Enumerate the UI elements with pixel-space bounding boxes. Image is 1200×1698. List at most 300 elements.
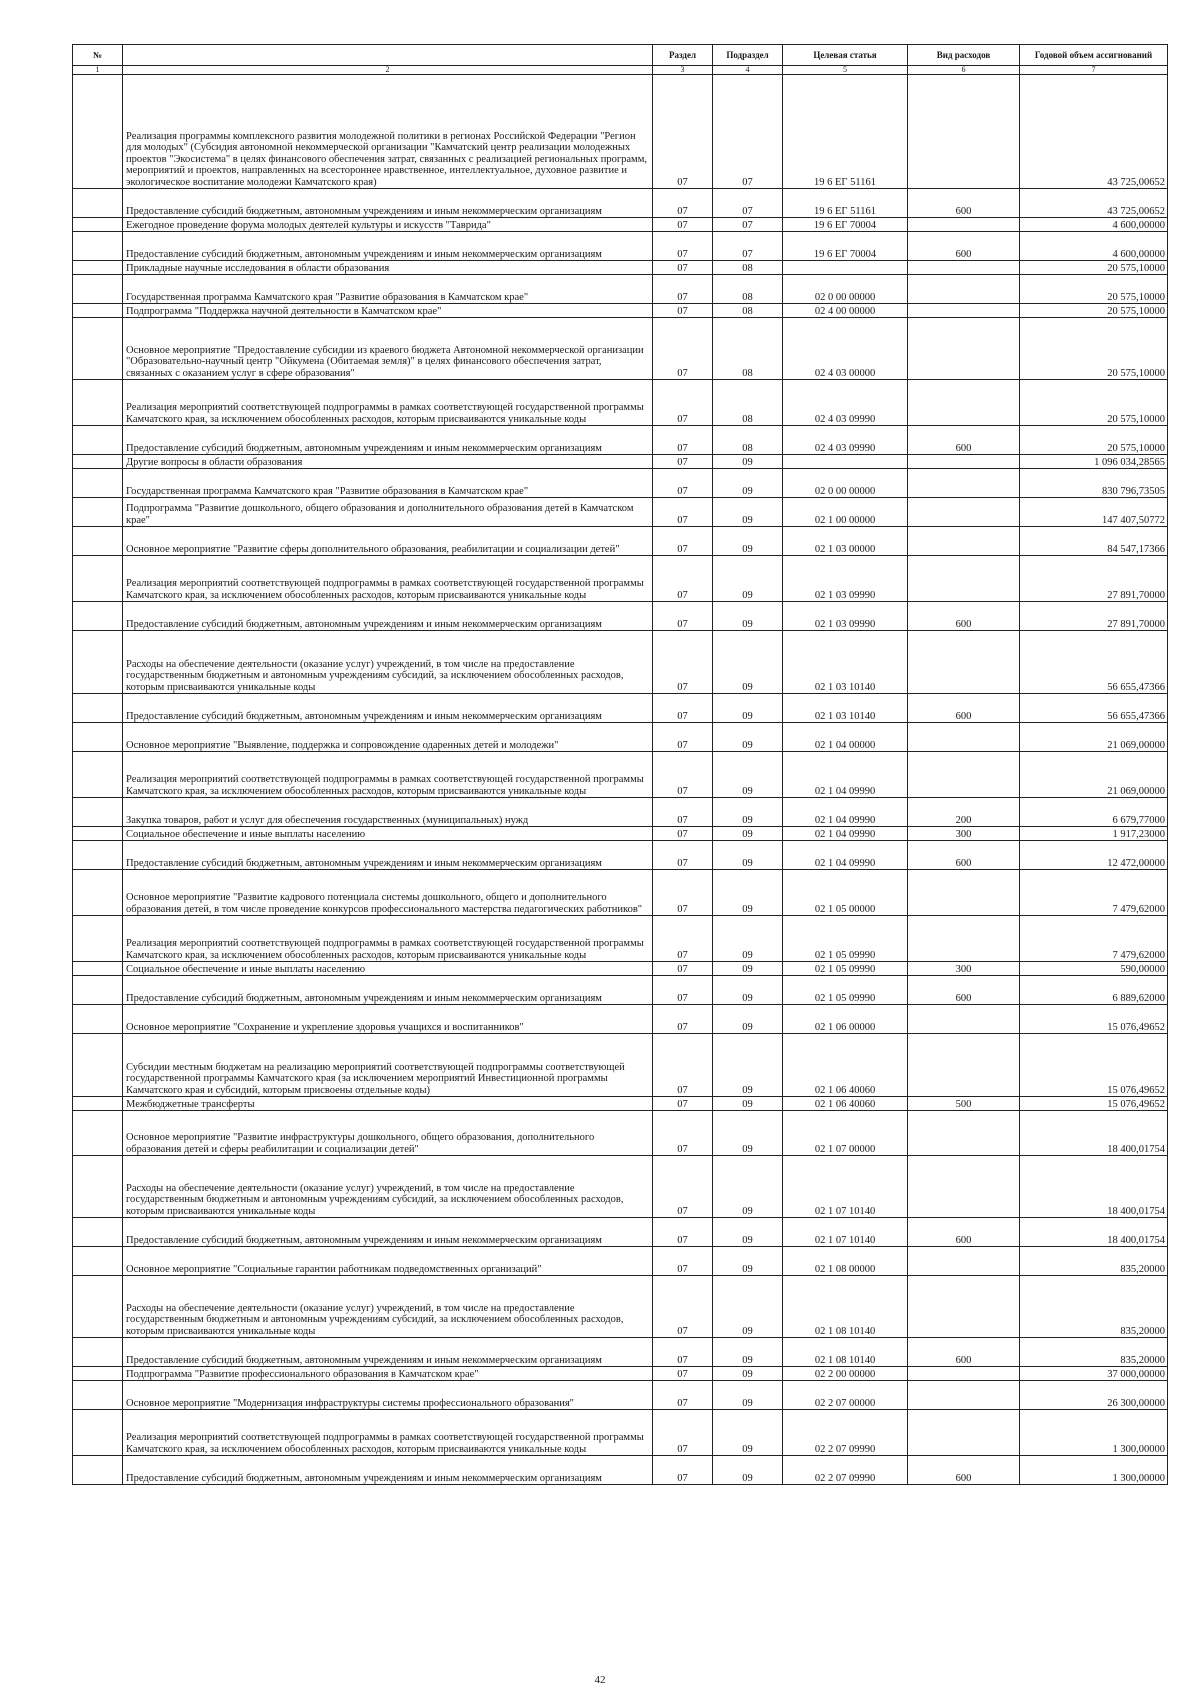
row-expense-type-cell xyxy=(908,1005,1020,1034)
row-name-cell: Социальное обеспечение и иные выплаты населению xyxy=(123,962,653,976)
row-name-cell: Подпрограмма "Развитие профессионального образования в Камчатском крае" xyxy=(123,1367,653,1381)
table-row xyxy=(73,318,1168,380)
table-row xyxy=(73,1338,1168,1367)
row-target-article-cell: 19 6 ЕГ 70004 xyxy=(783,232,908,261)
row-expense-type-cell: 600 xyxy=(908,426,1020,455)
header-annual-volume: Годовой объем ассигнований xyxy=(1020,45,1168,66)
row-razdel-cell: 07 xyxy=(653,1410,713,1456)
row-podrazdel-cell: 08 xyxy=(713,318,783,380)
row-target-article-cell xyxy=(783,455,908,469)
header-name xyxy=(123,45,653,66)
row-name-cell: Закупка товаров, работ и услуг для обеспечения государственных (муниципальных) нужд xyxy=(123,798,653,827)
row-podrazdel-cell: 07 xyxy=(713,232,783,261)
table-body xyxy=(73,75,1168,1485)
row-number-cell xyxy=(73,304,123,318)
row-amount-cell: 15 076,49652 xyxy=(1020,1005,1168,1034)
row-amount-cell: 20 575,10000 xyxy=(1020,275,1168,304)
row-name-cell: Расходы на обеспечение деятельности (оказание услуг) учреждений, в том числе на предоставление государственным бюджетным и автономным учреждениям субсидий, за исключением обособленных расходов, которым присваиваются уникальные коды xyxy=(123,631,653,694)
table-row xyxy=(73,1276,1168,1338)
row-razdel-cell: 07 xyxy=(653,602,713,631)
header-number: № xyxy=(73,45,123,66)
table-row xyxy=(73,189,1168,218)
row-podrazdel-cell: 08 xyxy=(713,426,783,455)
row-number-cell xyxy=(73,380,123,426)
row-target-article-cell: 02 1 03 10140 xyxy=(783,694,908,723)
row-target-article-cell: 19 6 ЕГ 70004 xyxy=(783,218,908,232)
row-target-article-cell: 02 1 06 40060 xyxy=(783,1097,908,1111)
row-name-cell: Предоставление субсидий бюджетным, автономным учреждениям и иным некоммерческим организациям xyxy=(123,189,653,218)
row-podrazdel-cell: 09 xyxy=(713,694,783,723)
row-expense-type-cell: 200 xyxy=(908,798,1020,827)
page-number: 42 xyxy=(594,1674,606,1686)
row-expense-type-cell: 600 xyxy=(908,602,1020,631)
row-podrazdel-cell: 09 xyxy=(713,1456,783,1485)
row-podrazdel-cell: 07 xyxy=(713,75,783,189)
row-target-article-cell: 02 2 07 00000 xyxy=(783,1381,908,1410)
row-amount-cell: 835,20000 xyxy=(1020,1247,1168,1276)
row-number-cell xyxy=(73,1367,123,1381)
row-name-cell: Реализация мероприятий соответствующей подпрограммы в рамках соответствующей государственной программы Камчатского края, за исключением обособленных расходов, которым присваиваются уникальные коды xyxy=(123,556,653,602)
row-number-cell xyxy=(73,752,123,798)
row-name-cell: Государственная программа Камчатского края "Развитие образования в Камчатском крае" xyxy=(123,275,653,304)
row-target-article-cell: 02 0 00 00000 xyxy=(783,469,908,498)
table-row xyxy=(73,1111,1168,1156)
row-razdel-cell: 07 xyxy=(653,827,713,841)
row-number-cell xyxy=(73,976,123,1005)
row-podrazdel-cell: 09 xyxy=(713,870,783,916)
row-amount-cell: 20 575,10000 xyxy=(1020,380,1168,426)
row-podrazdel-cell: 09 xyxy=(713,752,783,798)
row-number-cell xyxy=(73,498,123,527)
row-razdel-cell: 07 xyxy=(653,275,713,304)
table-row xyxy=(73,455,1168,469)
header-podrazdel: Подраздел xyxy=(713,45,783,66)
table-row xyxy=(73,426,1168,455)
row-target-article-cell: 02 4 00 00000 xyxy=(783,304,908,318)
row-target-article-cell: 02 1 08 10140 xyxy=(783,1338,908,1367)
row-name-cell: Реализация программы комплексного развития молодежной политики в регионах Российской Федерации "Регион для молодых" (Субсидия автономной некоммерческой организации "Камчатский центр реализации молодежных проектов "Экосистема" в целях финансового обеспечения затрат, связанных с реализацией региональных программ, мероприятий и проектов, направленных на всестороннее нравственное, интеллектуальное, духовное развитие и экологическое воспитание молодежи Камчатского края) xyxy=(123,75,653,189)
row-expense-type-cell xyxy=(908,870,1020,916)
table-row xyxy=(73,841,1168,870)
row-podrazdel-cell: 09 xyxy=(713,527,783,556)
row-amount-cell: 21 069,00000 xyxy=(1020,723,1168,752)
row-target-article-cell: 02 1 04 09990 xyxy=(783,841,908,870)
row-target-article-cell: 02 1 05 00000 xyxy=(783,870,908,916)
row-expense-type-cell: 600 xyxy=(908,1456,1020,1485)
table-row xyxy=(73,261,1168,275)
row-podrazdel-cell: 09 xyxy=(713,1111,783,1156)
row-razdel-cell: 07 xyxy=(653,841,713,870)
row-amount-cell: 1 096 034,28565 xyxy=(1020,455,1168,469)
row-number-cell xyxy=(73,841,123,870)
row-razdel-cell: 07 xyxy=(653,976,713,1005)
row-podrazdel-cell: 09 xyxy=(713,916,783,962)
row-razdel-cell: 07 xyxy=(653,75,713,189)
row-amount-cell: 6 679,77000 xyxy=(1020,798,1168,827)
row-razdel-cell: 07 xyxy=(653,1338,713,1367)
table-row xyxy=(73,75,1168,189)
row-amount-cell: 27 891,70000 xyxy=(1020,556,1168,602)
table-row xyxy=(73,1381,1168,1410)
row-name-cell: Основное мероприятие "Развитие сферы дополнительного образования, реабилитации и социализации детей" xyxy=(123,527,653,556)
header-razdel: Раздел xyxy=(653,45,713,66)
col-number-2: 2 xyxy=(123,66,653,75)
row-amount-cell: 20 575,10000 xyxy=(1020,304,1168,318)
table-row xyxy=(73,723,1168,752)
row-podrazdel-cell: 09 xyxy=(713,631,783,694)
row-razdel-cell: 07 xyxy=(653,189,713,218)
row-expense-type-cell: 600 xyxy=(908,1218,1020,1247)
row-expense-type-cell xyxy=(908,1381,1020,1410)
row-razdel-cell: 07 xyxy=(653,916,713,962)
row-razdel-cell: 07 xyxy=(653,1034,713,1097)
row-expense-type-cell xyxy=(908,469,1020,498)
row-podrazdel-cell: 09 xyxy=(713,1218,783,1247)
row-target-article-cell: 02 1 00 00000 xyxy=(783,498,908,527)
row-name-cell: Другие вопросы в области образования xyxy=(123,455,653,469)
row-name-cell: Предоставление субсидий бюджетным, автономным учреждениям и иным некоммерческим организациям xyxy=(123,1338,653,1367)
table-row xyxy=(73,1005,1168,1034)
table-row xyxy=(73,602,1168,631)
row-name-cell: Межбюджетные трансферты xyxy=(123,1097,653,1111)
row-target-article-cell: 02 4 03 09990 xyxy=(783,380,908,426)
row-name-cell: Прикладные научные исследования в области образования xyxy=(123,261,653,275)
row-podrazdel-cell: 09 xyxy=(713,723,783,752)
row-amount-cell: 7 479,62000 xyxy=(1020,916,1168,962)
row-number-cell xyxy=(73,602,123,631)
row-amount-cell: 20 575,10000 xyxy=(1020,261,1168,275)
row-expense-type-cell: 600 xyxy=(908,694,1020,723)
row-razdel-cell: 07 xyxy=(653,1097,713,1111)
table-row xyxy=(73,1156,1168,1218)
row-target-article-cell: 02 1 07 00000 xyxy=(783,1111,908,1156)
table-row xyxy=(73,1034,1168,1097)
row-razdel-cell: 07 xyxy=(653,426,713,455)
row-name-cell: Предоставление субсидий бюджетным, автономным учреждениям и иным некоммерческим организациям xyxy=(123,1456,653,1485)
row-expense-type-cell xyxy=(908,752,1020,798)
row-razdel-cell: 07 xyxy=(653,723,713,752)
row-expense-type-cell xyxy=(908,556,1020,602)
header-row xyxy=(73,45,1168,66)
row-razdel-cell: 07 xyxy=(653,870,713,916)
row-expense-type-cell xyxy=(908,1247,1020,1276)
row-number-cell xyxy=(73,318,123,380)
row-name-cell: Подпрограмма "Развитие дошкольного, общего образования и дополнительного образования детей в Камчатском крае" xyxy=(123,498,653,527)
row-amount-cell: 43 725,00652 xyxy=(1020,75,1168,189)
row-target-article-cell: 02 1 05 09990 xyxy=(783,976,908,1005)
row-expense-type-cell: 300 xyxy=(908,962,1020,976)
row-amount-cell: 15 076,49652 xyxy=(1020,1097,1168,1111)
row-expense-type-cell: 500 xyxy=(908,1097,1020,1111)
row-target-article-cell xyxy=(783,261,908,275)
row-razdel-cell: 07 xyxy=(653,318,713,380)
row-number-cell xyxy=(73,261,123,275)
row-name-cell: Предоставление субсидий бюджетным, автономным учреждениям и иным некоммерческим организациям xyxy=(123,1218,653,1247)
row-target-article-cell: 02 1 04 09990 xyxy=(783,752,908,798)
row-name-cell: Реализация мероприятий соответствующей подпрограммы в рамках соответствующей государственной программы Камчатского края, за исключением обособленных расходов, которым присваиваются уникальные коды xyxy=(123,916,653,962)
row-amount-cell: 84 547,17366 xyxy=(1020,527,1168,556)
row-podrazdel-cell: 09 xyxy=(713,976,783,1005)
row-name-cell: Предоставление субсидий бюджетным, автономным учреждениям и иным некоммерческим организациям xyxy=(123,232,653,261)
row-number-cell xyxy=(73,275,123,304)
table-row xyxy=(73,694,1168,723)
table-row xyxy=(73,232,1168,261)
row-podrazdel-cell: 07 xyxy=(713,189,783,218)
row-podrazdel-cell: 09 xyxy=(713,1276,783,1338)
row-number-cell xyxy=(73,527,123,556)
row-expense-type-cell xyxy=(908,218,1020,232)
row-target-article-cell: 02 4 03 00000 xyxy=(783,318,908,380)
row-amount-cell: 18 400,01754 xyxy=(1020,1156,1168,1218)
row-podrazdel-cell: 09 xyxy=(713,556,783,602)
row-razdel-cell: 07 xyxy=(653,455,713,469)
row-podrazdel-cell: 09 xyxy=(713,602,783,631)
row-name-cell: Субсидии местным бюджетам на реализацию мероприятий соответствующей подпрограммы соответствующей государственной программы Камчатского края (за исключением мероприятий Инвестиционной программы Камчатского края и субсидий, которым присвоены отдельные коды) xyxy=(123,1034,653,1097)
row-podrazdel-cell: 08 xyxy=(713,261,783,275)
row-expense-type-cell xyxy=(908,1111,1020,1156)
table-row xyxy=(73,962,1168,976)
row-amount-cell: 20 575,10000 xyxy=(1020,426,1168,455)
row-expense-type-cell xyxy=(908,527,1020,556)
row-number-cell xyxy=(73,1276,123,1338)
row-podrazdel-cell: 09 xyxy=(713,1367,783,1381)
row-razdel-cell: 07 xyxy=(653,752,713,798)
row-expense-type-cell xyxy=(908,1034,1020,1097)
header-expense-type: Вид расходов xyxy=(908,45,1020,66)
row-amount-cell: 12 472,00000 xyxy=(1020,841,1168,870)
row-amount-cell: 590,00000 xyxy=(1020,962,1168,976)
row-expense-type-cell: 600 xyxy=(908,189,1020,218)
row-razdel-cell: 07 xyxy=(653,1381,713,1410)
row-target-article-cell: 02 1 03 00000 xyxy=(783,527,908,556)
row-razdel-cell: 07 xyxy=(653,1367,713,1381)
row-razdel-cell: 07 xyxy=(653,304,713,318)
row-target-article-cell: 02 1 08 10140 xyxy=(783,1276,908,1338)
row-number-cell xyxy=(73,723,123,752)
row-expense-type-cell xyxy=(908,318,1020,380)
row-target-article-cell: 02 4 03 09990 xyxy=(783,426,908,455)
row-amount-cell: 4 600,00000 xyxy=(1020,232,1168,261)
row-number-cell xyxy=(73,75,123,189)
row-name-cell: Основное мероприятие "Предоставление субсидии из краевого бюджета Автономной некоммерческой организации "Образовательно-научный центр "Ойкумена (Обитаемая земля)" в целях финансового обеспечения затрат, связанных с оказанием услуг в сфере образования" xyxy=(123,318,653,380)
row-target-article-cell: 02 1 06 00000 xyxy=(783,1005,908,1034)
header-numbers-row xyxy=(73,66,1168,75)
row-number-cell xyxy=(73,455,123,469)
table-header xyxy=(73,45,1168,75)
table-row xyxy=(73,275,1168,304)
row-amount-cell: 27 891,70000 xyxy=(1020,602,1168,631)
row-number-cell xyxy=(73,1218,123,1247)
row-target-article-cell: 19 6 ЕГ 51161 xyxy=(783,75,908,189)
row-number-cell xyxy=(73,1156,123,1218)
budget-table-sheet xyxy=(72,44,1167,1485)
col-number-7: 7 xyxy=(1020,66,1168,75)
row-expense-type-cell: 600 xyxy=(908,976,1020,1005)
row-amount-cell: 21 069,00000 xyxy=(1020,752,1168,798)
row-target-article-cell: 02 0 00 00000 xyxy=(783,275,908,304)
row-target-article-cell: 02 1 05 09990 xyxy=(783,916,908,962)
row-number-cell xyxy=(73,556,123,602)
row-expense-type-cell xyxy=(908,261,1020,275)
row-amount-cell: 37 000,00000 xyxy=(1020,1367,1168,1381)
row-expense-type-cell xyxy=(908,75,1020,189)
row-expense-type-cell xyxy=(908,631,1020,694)
row-name-cell: Расходы на обеспечение деятельности (оказание услуг) учреждений, в том числе на предоставление государственным бюджетным и автономным учреждениям субсидий, за исключением обособленных расходов, которым присваиваются уникальные коды xyxy=(123,1156,653,1218)
col-number-5: 5 xyxy=(783,66,908,75)
row-name-cell: Реализация мероприятий соответствующей подпрограммы в рамках соответствующей государственной программы Камчатского края, за исключением обособленных расходов, которым присваиваются уникальные коды xyxy=(123,752,653,798)
table-row xyxy=(73,218,1168,232)
row-number-cell xyxy=(73,1381,123,1410)
row-amount-cell: 835,20000 xyxy=(1020,1338,1168,1367)
row-number-cell xyxy=(73,962,123,976)
row-expense-type-cell xyxy=(908,498,1020,527)
row-expense-type-cell xyxy=(908,916,1020,962)
row-expense-type-cell xyxy=(908,275,1020,304)
row-number-cell xyxy=(73,189,123,218)
row-razdel-cell: 07 xyxy=(653,469,713,498)
row-podrazdel-cell: 08 xyxy=(713,275,783,304)
row-name-cell: Предоставление субсидий бюджетным, автономным учреждениям и иным некоммерческим организациям xyxy=(123,694,653,723)
row-podrazdel-cell: 09 xyxy=(713,1381,783,1410)
col-number-3: 3 xyxy=(653,66,713,75)
row-expense-type-cell xyxy=(908,1410,1020,1456)
row-razdel-cell: 07 xyxy=(653,694,713,723)
row-expense-type-cell: 600 xyxy=(908,841,1020,870)
table-row xyxy=(73,916,1168,962)
row-podrazdel-cell: 09 xyxy=(713,1034,783,1097)
row-number-cell xyxy=(73,1247,123,1276)
row-number-cell xyxy=(73,1410,123,1456)
row-amount-cell: 830 796,73505 xyxy=(1020,469,1168,498)
row-name-cell: Государственная программа Камчатского края "Развитие образования в Камчатском крае" xyxy=(123,469,653,498)
row-amount-cell: 18 400,01754 xyxy=(1020,1218,1168,1247)
row-target-article-cell: 02 1 03 09990 xyxy=(783,556,908,602)
table-row xyxy=(73,1218,1168,1247)
row-razdel-cell: 07 xyxy=(653,232,713,261)
row-amount-cell: 1 300,00000 xyxy=(1020,1410,1168,1456)
row-target-article-cell: 19 6 ЕГ 51161 xyxy=(783,189,908,218)
row-podrazdel-cell: 09 xyxy=(713,1156,783,1218)
row-target-article-cell: 02 2 07 09990 xyxy=(783,1456,908,1485)
row-name-cell: Основное мероприятие "Модернизация инфраструктуры системы профессионального образования" xyxy=(123,1381,653,1410)
row-podrazdel-cell: 09 xyxy=(713,827,783,841)
row-target-article-cell: 02 2 07 09990 xyxy=(783,1410,908,1456)
row-name-cell: Основное мероприятие "Социальные гарантии работникам подведомственных организаций" xyxy=(123,1247,653,1276)
row-razdel-cell: 07 xyxy=(653,631,713,694)
table-row xyxy=(73,1247,1168,1276)
row-podrazdel-cell: 09 xyxy=(713,1247,783,1276)
table-row xyxy=(73,976,1168,1005)
row-razdel-cell: 07 xyxy=(653,1456,713,1485)
row-number-cell xyxy=(73,218,123,232)
row-podrazdel-cell: 09 xyxy=(713,469,783,498)
table-row xyxy=(73,304,1168,318)
row-razdel-cell: 07 xyxy=(653,261,713,275)
row-target-article-cell: 02 1 04 09990 xyxy=(783,827,908,841)
row-name-cell: Расходы на обеспечение деятельности (оказание услуг) учреждений, в том числе на предоставление государственным бюджетным и автономным учреждениям субсидий, за исключением обособленных расходов, которым присваиваются уникальные коды xyxy=(123,1276,653,1338)
row-amount-cell: 7 479,62000 xyxy=(1020,870,1168,916)
row-amount-cell: 1 917,23000 xyxy=(1020,827,1168,841)
row-podrazdel-cell: 09 xyxy=(713,1005,783,1034)
row-target-article-cell: 02 1 06 40060 xyxy=(783,1034,908,1097)
row-target-article-cell: 02 1 07 10140 xyxy=(783,1156,908,1218)
row-number-cell xyxy=(73,1111,123,1156)
row-expense-type-cell: 300 xyxy=(908,827,1020,841)
row-expense-type-cell xyxy=(908,1276,1020,1338)
row-amount-cell: 6 889,62000 xyxy=(1020,976,1168,1005)
row-razdel-cell: 07 xyxy=(653,1247,713,1276)
row-name-cell: Основное мероприятие "Развитие кадрового потенциала системы дошкольного, общего и дополнительного образования детей, в том числе проведение конкурсов профессионального мастерства педагогических работников" xyxy=(123,870,653,916)
row-razdel-cell: 07 xyxy=(653,1005,713,1034)
row-amount-cell: 43 725,00652 xyxy=(1020,189,1168,218)
row-name-cell: Ежегодное проведение форума молодых деятелей культуры и искусств "Таврида" xyxy=(123,218,653,232)
row-name-cell: Основное мероприятие "Развитие инфраструктуры дошкольного, общего образования, дополнительного образования детей и сферы реабилитации и социализации детей" xyxy=(123,1111,653,1156)
col-number-4: 4 xyxy=(713,66,783,75)
row-target-article-cell: 02 1 04 09990 xyxy=(783,798,908,827)
row-expense-type-cell: 600 xyxy=(908,1338,1020,1367)
row-podrazdel-cell: 09 xyxy=(713,455,783,469)
row-podrazdel-cell: 09 xyxy=(713,798,783,827)
row-razdel-cell: 07 xyxy=(653,380,713,426)
row-number-cell xyxy=(73,1456,123,1485)
row-expense-type-cell: 600 xyxy=(908,232,1020,261)
row-expense-type-cell xyxy=(908,1367,1020,1381)
row-target-article-cell: 02 1 05 09990 xyxy=(783,962,908,976)
table-row xyxy=(73,1367,1168,1381)
row-number-cell xyxy=(73,631,123,694)
row-podrazdel-cell: 08 xyxy=(713,380,783,426)
row-podrazdel-cell: 09 xyxy=(713,1097,783,1111)
row-number-cell xyxy=(73,1034,123,1097)
table-row xyxy=(73,752,1168,798)
row-podrazdel-cell: 08 xyxy=(713,304,783,318)
budget-table xyxy=(72,44,1168,1485)
row-razdel-cell: 07 xyxy=(653,556,713,602)
table-row xyxy=(73,498,1168,527)
row-razdel-cell: 07 xyxy=(653,962,713,976)
row-target-article-cell: 02 1 04 00000 xyxy=(783,723,908,752)
row-name-cell: Реализация мероприятий соответствующей подпрограммы в рамках соответствующей государственной программы Камчатского края, за исключением обособленных расходов, которым присваиваются уникальные коды xyxy=(123,1410,653,1456)
table-row xyxy=(73,1097,1168,1111)
header-target-article: Целевая статья xyxy=(783,45,908,66)
row-amount-cell: 56 655,47366 xyxy=(1020,694,1168,723)
table-row xyxy=(73,1456,1168,1485)
table-row xyxy=(73,527,1168,556)
col-number-1: 1 xyxy=(73,66,123,75)
row-number-cell xyxy=(73,469,123,498)
row-number-cell xyxy=(73,916,123,962)
row-number-cell xyxy=(73,1005,123,1034)
row-number-cell xyxy=(73,1338,123,1367)
row-amount-cell: 20 575,10000 xyxy=(1020,318,1168,380)
row-amount-cell: 1 300,00000 xyxy=(1020,1456,1168,1485)
row-razdel-cell: 07 xyxy=(653,1218,713,1247)
row-razdel-cell: 07 xyxy=(653,1111,713,1156)
row-razdel-cell: 07 xyxy=(653,1156,713,1218)
row-expense-type-cell xyxy=(908,304,1020,318)
row-name-cell: Реализация мероприятий соответствующей подпрограммы в рамках соответствующей государственной программы Камчатского края, за исключением обособленных расходов, которым присваиваются уникальные коды xyxy=(123,380,653,426)
row-amount-cell: 4 600,00000 xyxy=(1020,218,1168,232)
row-amount-cell: 18 400,01754 xyxy=(1020,1111,1168,1156)
row-razdel-cell: 07 xyxy=(653,527,713,556)
row-number-cell xyxy=(73,798,123,827)
row-number-cell xyxy=(73,232,123,261)
row-target-article-cell: 02 1 07 10140 xyxy=(783,1218,908,1247)
row-name-cell: Подпрограмма "Поддержка научной деятельности в Камчатском крае" xyxy=(123,304,653,318)
row-expense-type-cell xyxy=(908,1156,1020,1218)
row-podrazdel-cell: 09 xyxy=(713,1410,783,1456)
row-target-article-cell: 02 1 03 10140 xyxy=(783,631,908,694)
